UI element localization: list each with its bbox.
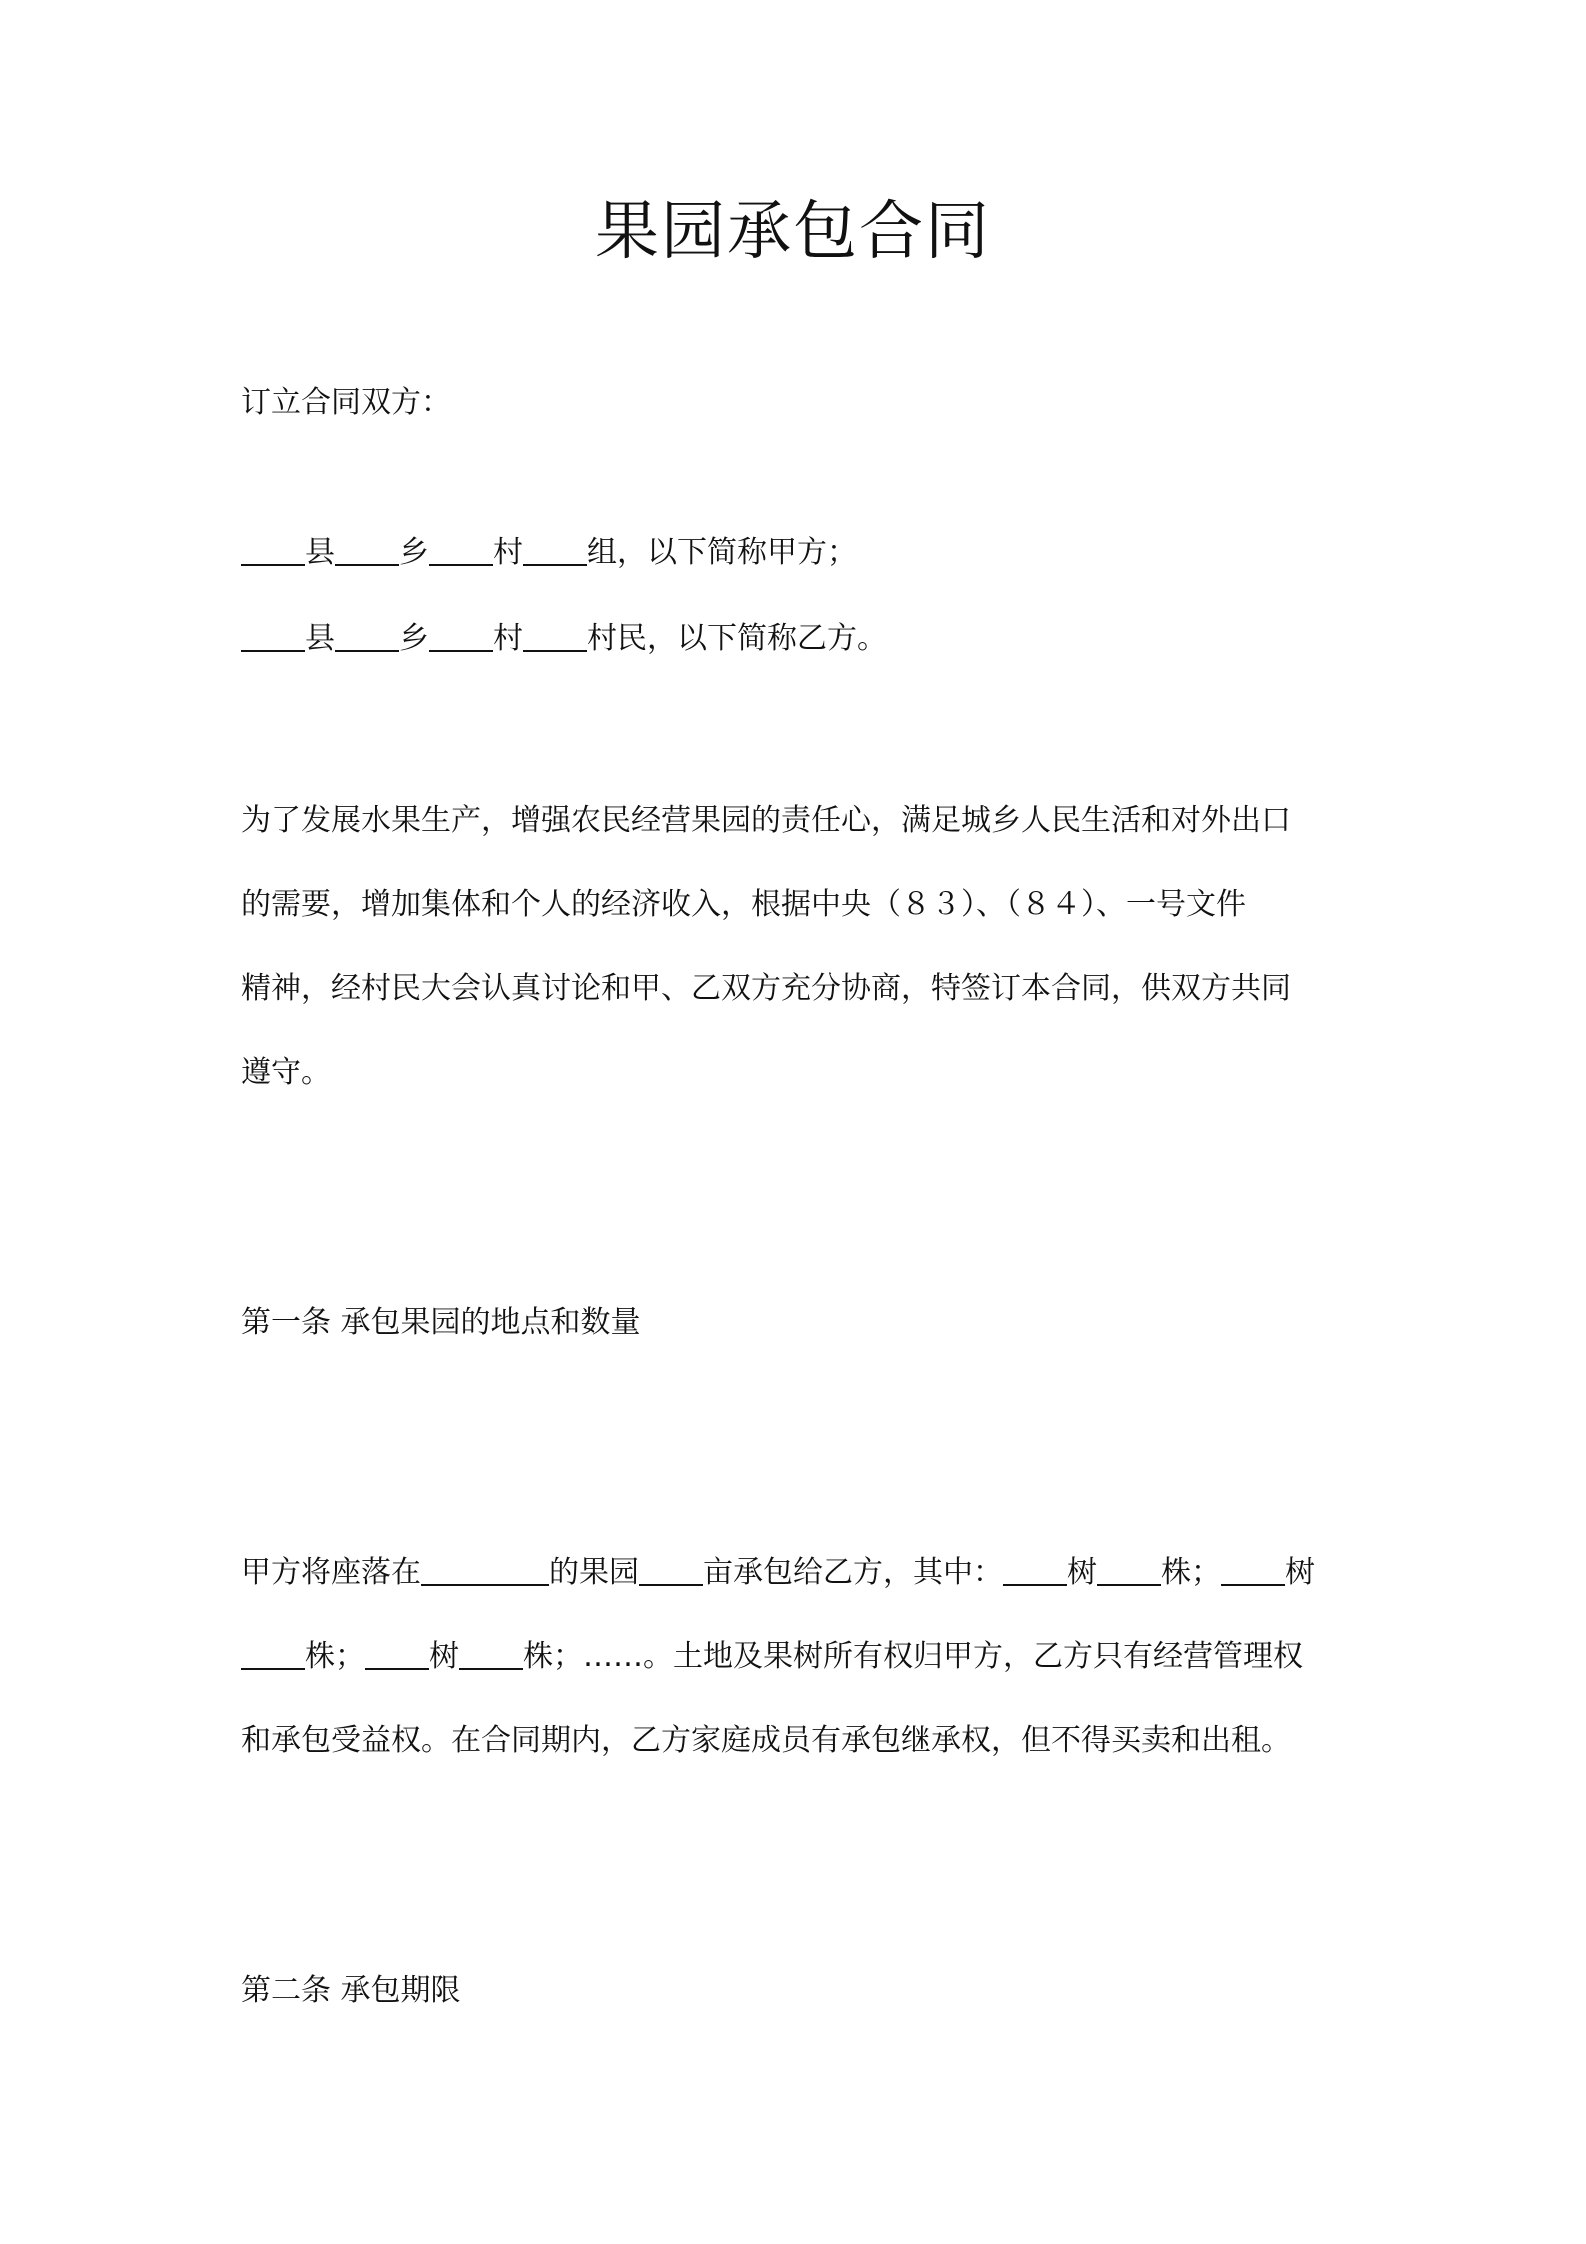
blank-field[interactable] [1003,1554,1067,1586]
blank-field[interactable] [241,534,305,566]
blank-field[interactable] [241,620,305,652]
article-1-heading: 第一条 承包果园的地点和数量 [241,1305,641,1340]
contract-parties-intro: 订立合同双方： [241,385,451,420]
document-title: 果园承包合同 [595,195,991,269]
blank-field[interactable] [335,534,399,566]
party-a-line: 县 乡 村 组，以下简称甲方； [241,532,1351,574]
blank-field[interactable] [429,620,493,652]
blank-field[interactable] [1221,1554,1285,1586]
blank-field[interactable] [459,1638,523,1670]
preamble-line: 遵守。 [241,1055,331,1090]
blank-field[interactable] [523,620,587,652]
article-1-line: 和承包受益权。在合同期内，乙方家庭成员有承包继承权，但不得买卖和出租。 [241,1723,1291,1758]
blank-field[interactable] [639,1554,703,1586]
blank-field[interactable] [1097,1554,1161,1586]
preamble-line: 为了发展水果生产，增强农民经营果园的责任心，满足城乡人民生活和对外出口 [241,803,1291,838]
preamble-paragraph [241,800,1351,1136]
article-2-heading: 第二条 承包期限 [241,1973,461,2008]
blank-field[interactable] [523,534,587,566]
blank-field[interactable] [429,534,493,566]
article-1-line: 株； 树 株；……。土地及果树所有权归甲方，乙方只有经营管理权 [241,1636,1351,1720]
preamble-line: 精神，经村民大会认真讨论和甲、乙双方充分协商，特签订本合同，供双方共同 [241,971,1291,1006]
article-1-line: 甲方将座落在 的果园 亩承包给乙方，其中： 树 株； 树 [241,1555,1315,1590]
blank-field[interactable] [421,1554,549,1586]
preamble-line: 的需要，增加集体和个人的经济收入，根据中央（８３）、（８４）、一号文件 [241,887,1246,922]
party-b-line: 县 乡 村 村民，以下简称乙方。 [241,618,1351,660]
article-1-paragraph [241,1552,1351,1804]
blank-field[interactable] [241,1638,305,1670]
blank-field[interactable] [365,1638,429,1670]
blank-field[interactable] [335,620,399,652]
